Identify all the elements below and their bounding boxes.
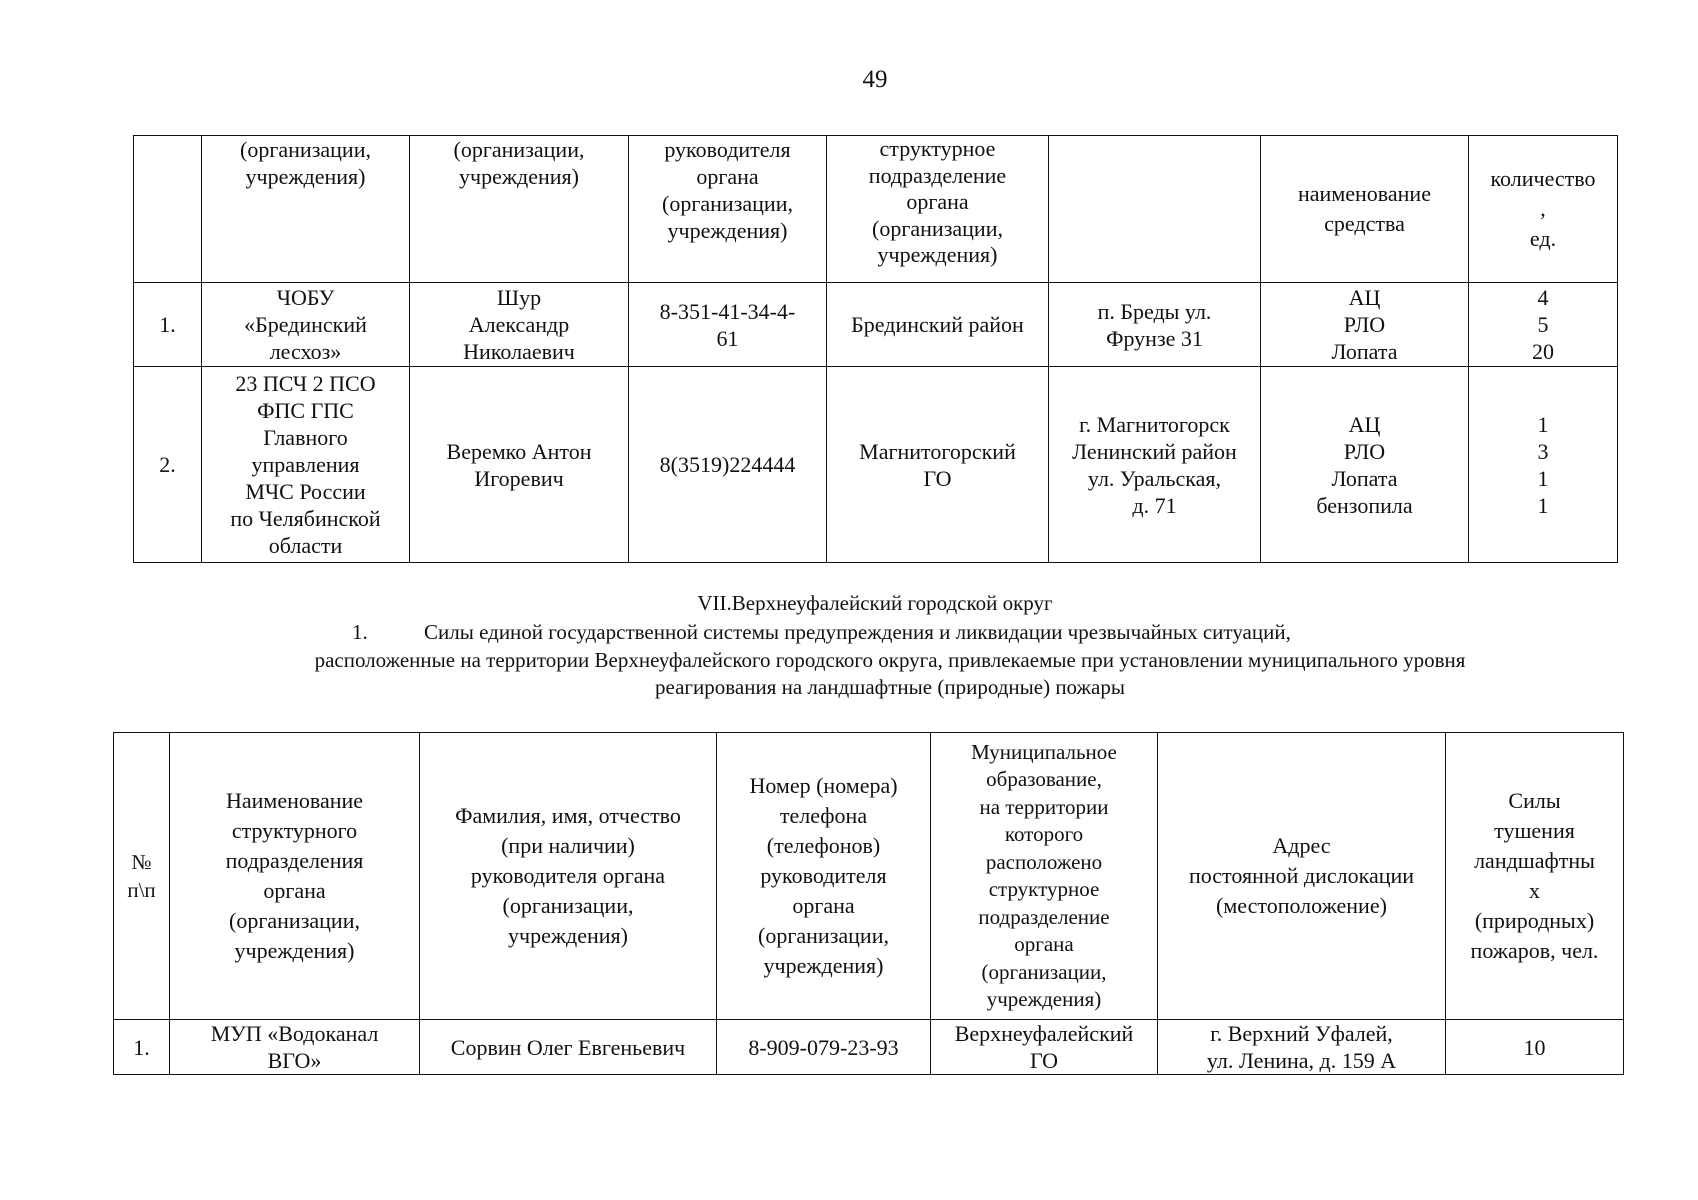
- header-cell-num: № п\п: [114, 733, 170, 1020]
- row-municipality: Верхнеуфалейский ГО: [931, 1020, 1158, 1075]
- table-row: [134, 283, 1618, 367]
- row-address: г. Верхний Уфалей, ул. Ленина, д. 159 А: [1158, 1020, 1446, 1075]
- row-name: МУП «Водоканал ВГО»: [170, 1020, 420, 1075]
- header-cell-head: Фамилия, имя, отчество (при наличии) руководителя органа (организации, учреждения): [420, 733, 717, 1020]
- page-number: 49: [862, 66, 888, 93]
- row-num: 1.: [114, 1020, 170, 1075]
- row-quantity: 4 5 20: [1469, 283, 1618, 367]
- row-phone: 8-351-41-34-4- 61: [629, 283, 827, 367]
- row-forces: 10: [1446, 1020, 1624, 1075]
- header-cell-num: [134, 136, 202, 283]
- row-phone: 8(3519)224444: [629, 367, 827, 563]
- section-item-line2: расположенные на территории Верхнеуфалейского городского округа, привлекаемые при установлении муниципального уровня: [314, 648, 1466, 672]
- row-name: 23 ПСЧ 2 ПСО ФПС ГПС Главного управления МЧС России по Челябинской области: [202, 367, 410, 563]
- header-cell-equipment: наименование средства: [1261, 136, 1469, 283]
- table-header-row: [134, 136, 1618, 283]
- table-row: [114, 1020, 1624, 1075]
- header-cell-quantity: количество , ед.: [1469, 136, 1618, 283]
- header-cell-address: [1049, 136, 1261, 283]
- forces-table: [113, 732, 1624, 1075]
- row-quantity: 1 3 1 1: [1469, 367, 1618, 563]
- header-cell-forces: Силы тушения ландшафтны х (природных) пожаров, чел.: [1446, 733, 1624, 1020]
- section-item-text: Силы единой государственной системы предупреждения и ликвидации чрезвычайных ситуаций,: [424, 620, 1291, 644]
- header-cell-address: Адрес постоянной дислокации (местоположение): [1158, 733, 1446, 1020]
- row-equipment: АЦ РЛО Лопата бензопила: [1261, 367, 1469, 563]
- row-address: г. Магнитогорск Ленинский район ул. Уральская, д. 71: [1049, 367, 1261, 563]
- row-head: Шур Александр Николаевич: [410, 283, 629, 367]
- header-cell-head: (организации, учреждения): [410, 136, 629, 283]
- row-num: 1.: [134, 283, 202, 367]
- section-title: VII.Верхнеуфалейский городской округ: [697, 591, 1053, 615]
- table-row: [134, 367, 1618, 563]
- forces-table-continued: [133, 135, 1618, 563]
- row-head: Сорвин Олег Евгеньевич: [420, 1020, 717, 1075]
- row-name: ЧОБУ «Брединский лесхоз»: [202, 283, 410, 367]
- header-cell-name: (организации, учреждения): [202, 136, 410, 283]
- row-municipality: Магнитогорский ГО: [827, 367, 1049, 563]
- section-item-line: [352, 619, 1291, 646]
- row-num: 2.: [134, 367, 202, 563]
- row-phone: 8-909-079-23-93: [717, 1020, 931, 1075]
- table-header-row: [114, 733, 1624, 1020]
- row-equipment: АЦ РЛО Лопата: [1261, 283, 1469, 367]
- section-item-line3: реагирования на ландшафтные (природные) пожары: [655, 675, 1125, 699]
- header-cell-phone: руководителя органа (организации, учреждения): [629, 136, 827, 283]
- header-cell-name: Наименование структурного подразделения органа (организации, учреждения): [170, 733, 420, 1020]
- header-cell-municipality: Муниципальное образование, на территории которого расположено структурное подразделение органа (организации, учреждения): [931, 733, 1158, 1020]
- row-municipality: Брединский район: [827, 283, 1049, 367]
- section-item-continuation: [0, 647, 1698, 701]
- header-cell-phone: Номер (номера) телефона (телефонов) руководителя органа (организации, учреждения): [717, 733, 931, 1020]
- header-cell-municipality: структурное подразделение органа (организации, учреждения): [827, 136, 1049, 283]
- section-item-number: 1.: [352, 620, 368, 644]
- row-head: Веремко Антон Игоревич: [410, 367, 629, 563]
- row-address: п. Бреды ул. Фрунзе 31: [1049, 283, 1261, 367]
